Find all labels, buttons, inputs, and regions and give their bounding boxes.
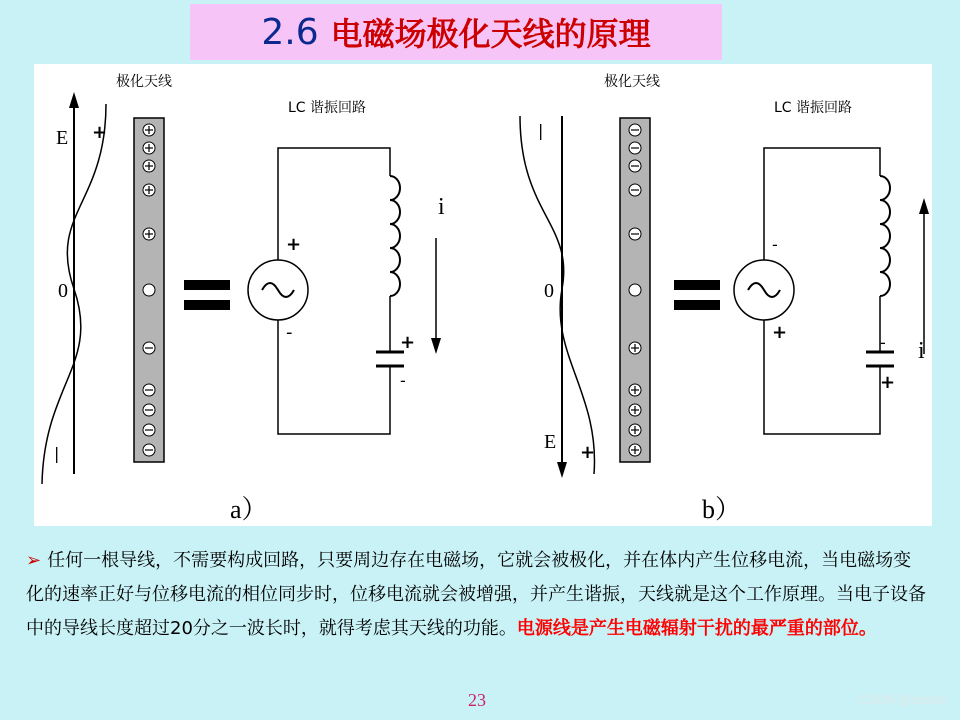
zero-label-a: 0	[58, 280, 68, 302]
bottom-sign-a: |	[54, 444, 60, 463]
diagram-a	[42, 73, 445, 524]
equals-bottom-a	[184, 300, 230, 310]
e-axis-arrowhead-b	[557, 462, 567, 478]
bullet-text: 任何一根导线，不需要构成回路，只要周边存在电磁场，它就会被极化，并在体内产生位移电流，当电磁场变化的速率正好与位移电流的相位同步时，位移电流就会被增强，并产生谐振，天线就是这个工作原理。当电子设备中的导线长度超过20分之一波长时，就得考虑其天线的功能。	[26, 550, 926, 639]
source-bottom-sign-a: -	[286, 322, 293, 343]
watermark: CSDN @ltqshs	[858, 692, 946, 707]
current-arrowhead-a	[431, 338, 441, 354]
equals-bottom-b	[674, 300, 720, 310]
e-axis-arrowhead-a	[69, 92, 79, 108]
current-label-a: i	[438, 194, 445, 220]
e-label-b: E	[544, 431, 557, 453]
cap-bottom-sign-b: +	[880, 372, 896, 393]
title-banner	[190, 4, 722, 60]
inductor-b	[880, 176, 890, 296]
explanation-text	[26, 544, 926, 646]
source-top-sign-a: +	[286, 234, 302, 255]
diagram-b	[520, 73, 929, 524]
page-title: 电磁场极化天线的原理	[330, 15, 651, 53]
circuit-bottom-a	[278, 320, 390, 434]
current-arrowhead-b	[919, 198, 929, 214]
cap-top-sign-a: +	[400, 332, 416, 353]
circuit-top-b	[764, 148, 880, 260]
cap-bottom-sign-a: -	[400, 371, 406, 390]
highlight-text: 电源线是产生电磁辐射干扰的最严重的部位。	[516, 618, 877, 639]
caption-b: b）	[702, 495, 742, 524]
bottom-sign-b: +	[580, 442, 596, 463]
charge-a-5	[143, 284, 155, 296]
lc-label-b: LC 谐振回路	[774, 100, 853, 116]
bullet-arrow-icon: ➢	[26, 550, 42, 571]
diagram-panel	[34, 64, 932, 526]
page-number: 23	[468, 690, 486, 710]
current-label-b: i	[918, 338, 925, 364]
antenna-label-a: 极化天线	[116, 74, 172, 90]
cap-top-sign-b: -	[880, 333, 886, 352]
zero-label-b: 0	[544, 280, 554, 302]
e-label-a: E	[56, 127, 69, 149]
caption-a: a）	[230, 495, 268, 524]
lc-label-a: LC 谐振回路	[288, 100, 367, 116]
antenna-label-b: 极化天线	[604, 74, 660, 90]
section-number: 2.6	[261, 11, 319, 53]
e-field-wave-b	[520, 116, 595, 474]
source-top-sign-b: -	[772, 235, 778, 254]
inductor-a	[390, 176, 400, 296]
top-sign-a: +	[92, 122, 108, 143]
charge-b-5	[629, 284, 641, 296]
antenna-diagram	[34, 64, 932, 526]
top-sign-b: |	[538, 121, 544, 140]
equals-top-a	[184, 280, 230, 290]
source-bottom-sign-b: +	[772, 322, 788, 343]
equals-top-b	[674, 280, 720, 290]
